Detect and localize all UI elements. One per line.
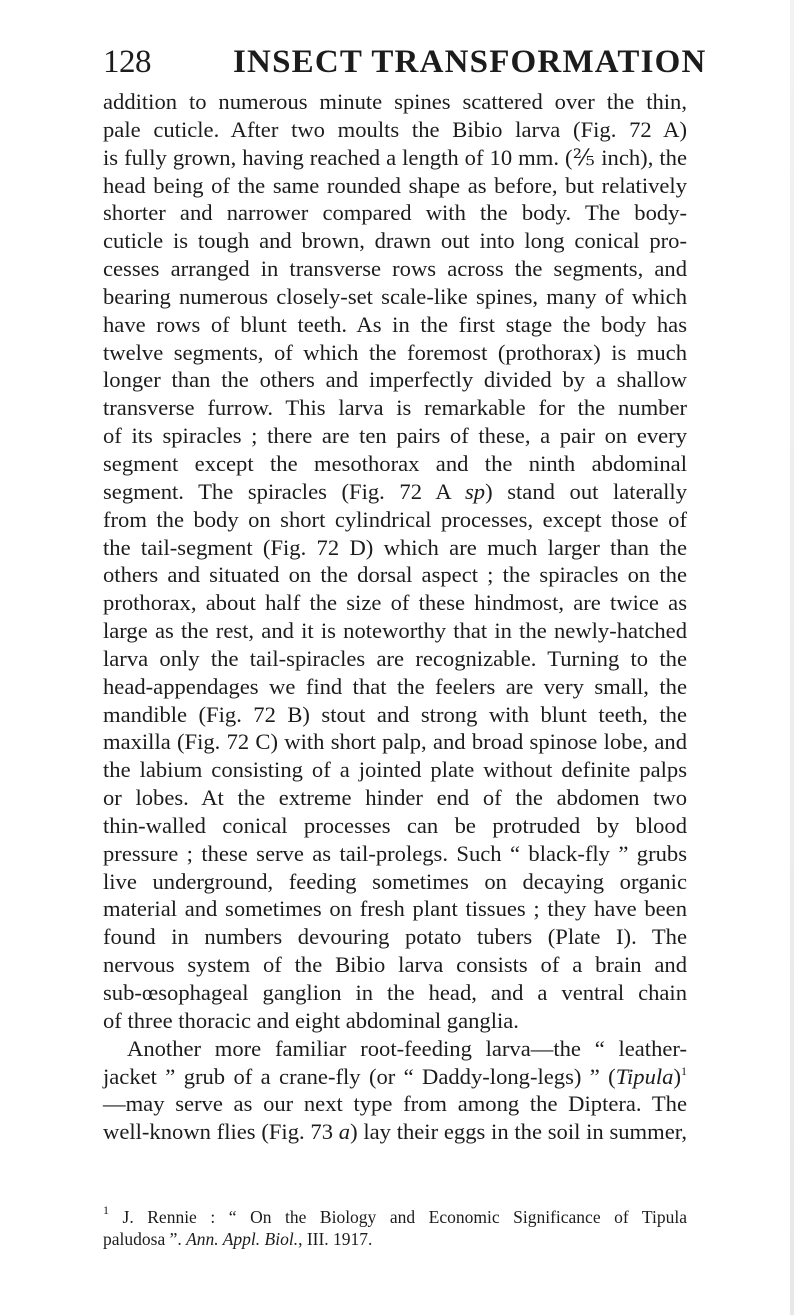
text-line: or lobes. At the extreme hinder end of the abdomen two — [103, 785, 687, 811]
running-title: INSECT TRANSFORMATION — [233, 44, 707, 80]
body-text — [103, 88, 687, 1146]
text-line — [103, 1063, 687, 1091]
text-line: from the body on short cylindrical processes, except those of — [103, 506, 687, 532]
text-line: nervous system of the Bibio larva consists of a brain and — [103, 952, 687, 978]
text-line: found in numbers devouring potato tubers (Plate I). The — [103, 924, 687, 950]
text-line: material and sometimes on fresh plant tissues ; they have been — [103, 896, 687, 922]
text-segment: well-known flies (Fig. 73 — [103, 1119, 339, 1145]
text-line: have rows of blunt teeth. As in the first stage the body has — [103, 311, 687, 337]
page-number: 128 — [103, 44, 151, 80]
text-segment: ) stand out laterally — [485, 478, 687, 504]
text-line: segment except the mesothorax and the ninth abdominal — [103, 450, 687, 476]
text-line: shorter and narrower compared with the body. The body- — [103, 200, 687, 226]
page-edge-shadow — [790, 0, 794, 1315]
text-line: maxilla (Fig. 72 C) with short palp, and broad spinose lobe, and — [103, 729, 687, 755]
text-line: longer than the others and imperfectly divided by a shallow — [103, 367, 687, 393]
text-line: —may serve as our next type from among the Diptera. The — [103, 1091, 687, 1117]
footnote-line — [103, 1203, 687, 1228]
text-segment: , III. 1917. — [298, 1229, 373, 1249]
text-line: the labium consisting of a jointed plate without definite palps — [103, 757, 687, 783]
text-line: Another more familiar root-feeding larva—the “ leather- — [127, 1035, 687, 1061]
text-line: large as the rest, and it is noteworthy that in the newly-hatched — [103, 618, 687, 644]
text-segment: ) lay their eggs in the soil in summer, — [350, 1119, 687, 1145]
text-line: pale cuticle. After two moults the Bibio larva (Fig. 72 A) — [103, 116, 687, 142]
text-line: others and situated on the dorsal aspect ; the spiracles on the — [103, 562, 687, 588]
paragraph-2 — [103, 1035, 687, 1146]
text-line: thin-walled conical processes can be protruded by blood — [103, 812, 687, 838]
text-line — [103, 1118, 687, 1146]
footnote-marker: 1 — [103, 1203, 109, 1217]
paragraph-1 — [103, 88, 687, 1035]
text-line: of three thoracic and eight abdominal ganglia. — [103, 1007, 519, 1033]
text-line: cuticle is tough and brown, drawn out into long conical pro- — [103, 228, 687, 254]
italic-term: Tipula — [615, 1063, 674, 1089]
text-line: larva only the tail-spiracles are recognizable. Turning to the — [103, 645, 687, 671]
text-line: of its spiracles ; there are ten pairs of these, a pair on every — [103, 423, 687, 449]
text-line: twelve segments, of which the foremost (prothorax) is much — [103, 339, 687, 365]
text-segment: jacket ” grub of a crane-fly (or “ Daddy-long-legs) ” ( — [103, 1063, 616, 1089]
text-line: transverse furrow. This larva is remarkable for the number — [103, 395, 687, 421]
text-line: addition to numerous minute spines scattered over the thin, — [103, 89, 687, 114]
running-head — [103, 44, 707, 84]
text-line: head-appendages we find that the feelers are very small, the — [103, 673, 687, 699]
text-line: bearing numerous closely-set scale-like spines, many of which — [103, 283, 687, 309]
text-line: prothorax, about half the size of these hindmost, are twice as — [103, 590, 687, 616]
text-line: cesses arranged in transverse rows across the segments, and — [103, 256, 687, 282]
italic-citation: Ann. Appl. Biol. — [186, 1229, 299, 1249]
text-segment: ) — [673, 1063, 681, 1089]
text-segment: J. Rennie : “ On the Biology and Economic Significance of Tipula — [109, 1207, 687, 1227]
text-line: sub-œsophageal ganglion in the head, and a ventral chain — [103, 980, 687, 1005]
text-segment: paludosa ”. — [103, 1229, 187, 1249]
italic-term: a — [338, 1119, 351, 1145]
text-line: is fully grown, having reached a length of 10 mm. (⅖ inch), the — [103, 144, 687, 170]
text-line: mandible (Fig. 72 B) stout and strong with blunt teeth, the — [103, 701, 687, 727]
text-line: the tail-segment (Fig. 72 D) which are much larger than the — [103, 534, 687, 560]
text-line — [103, 478, 687, 506]
text-segment: segment. The spiracles (Fig. 72 A — [103, 478, 466, 504]
text-line: live underground, feeding sometimes on decaying organic — [103, 868, 687, 894]
footnote-ref: 1 — [681, 1063, 687, 1078]
footnote — [103, 1203, 687, 1250]
text-line: head being of the same rounded shape as before, but relatively — [103, 172, 687, 198]
footnote-line — [103, 1228, 687, 1250]
text-line: pressure ; these serve as tail-prolegs. Such “ black-fly ” grubs — [103, 840, 687, 866]
italic-term: sp — [465, 478, 486, 504]
